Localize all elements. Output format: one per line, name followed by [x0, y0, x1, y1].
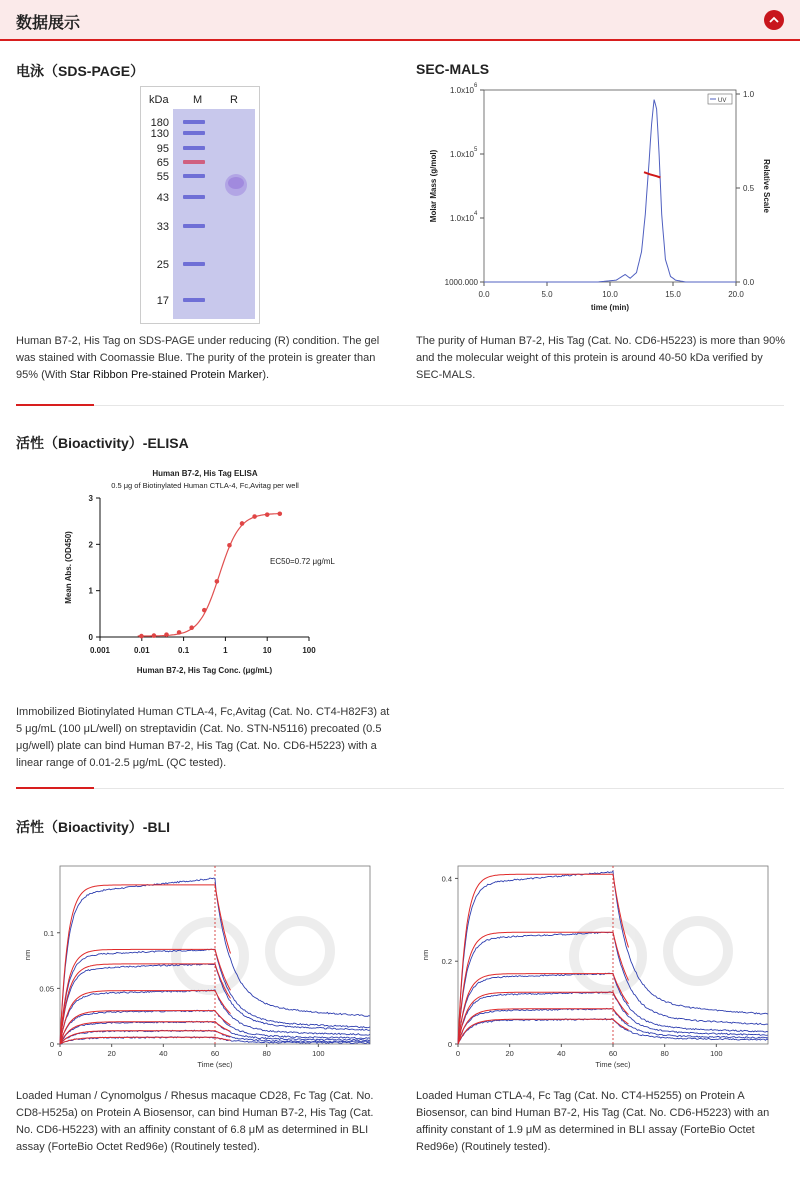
gel-marker-band [183, 160, 205, 164]
bli1-x-tick-label: 100 [312, 1049, 325, 1058]
gel-marker-band [183, 298, 205, 302]
secmals-y-tick-label: 1000.000 [444, 278, 478, 287]
secmals-plot-frame [484, 90, 736, 282]
bli2-fit-curve [458, 1019, 629, 1044]
bli1-x-tick-label: 80 [262, 1049, 271, 1058]
secmals-y-tick-exp: 6 [474, 83, 478, 89]
divider-1 [16, 405, 784, 406]
gel-marker-label: 55 [156, 171, 169, 183]
gel-marker-band [183, 120, 205, 124]
bli2-watermark [574, 921, 728, 990]
section-header [0, 0, 800, 41]
elisa-data-point [240, 521, 245, 526]
secmals-y-tick-label: 1.0x10 [449, 150, 474, 159]
bli1-x-label: Time (sec) [197, 1060, 233, 1069]
elisa-x-tick-label: 100 [302, 646, 316, 655]
gel-marker-label: 33 [156, 221, 169, 233]
elisa-x-tick-label: 10 [262, 646, 272, 655]
elisa-x-tick-label: 1 [223, 646, 228, 655]
elisa-ec50-annotation: EC50=0.72 μg/mL [270, 557, 335, 566]
bli-chart-ctla4 [416, 858, 774, 1080]
secmals-y-label: Molar Mass (g/mol) [429, 149, 438, 223]
bli1-y-tick-label: 0 [49, 1040, 54, 1049]
gel-marker-label: 17 [156, 295, 169, 307]
secmals-chart [416, 82, 786, 322]
elisa-x-label: Human B7-2, His Tag Conc. (μg/mL) [136, 666, 273, 675]
secmals-y2-tick-label: 1.0 [743, 90, 755, 99]
bli1-watermark-ring [270, 921, 330, 981]
secmals-y-tick-label: 1.0x10 [449, 214, 474, 223]
elisa-data-point [215, 579, 220, 584]
secmals-x-tick-label: 5.0 [541, 290, 553, 299]
bli-title: 活性（Bioactivity）-BLI [16, 819, 171, 835]
bli2-x-tick-label: 80 [660, 1049, 669, 1058]
secmals-description: The purity of Human B7-2, His Tag (Cat. No. CD6-H5223) is more than 90% and the molecular weight of this protein is around 40-50 kDa verified by SEC-MALS. [416, 335, 786, 381]
gel-marker-band [183, 146, 205, 150]
bli1-y-label: nm [23, 949, 32, 961]
bli-description-2: Loaded Human CTLA-4, Fc Tag (Cat. No. CT4-H5255) on Protein A Biosensor, can bind Human B7-2, His Tag (Cat. No. CD6-H5223) with an affinity constant of 1.9 μM as determined in BLI assay (ForteBio Octet Red96e) (Routinely tested). [416, 1090, 770, 1153]
secmals-title: SEC-MALS [416, 61, 490, 77]
bli1-x-tick-label: 40 [159, 1049, 168, 1058]
elisa-data-point [164, 632, 169, 637]
secmals-y2-tick-label: 0.5 [743, 184, 755, 193]
elisa-fit-curve [138, 514, 282, 636]
secmals-legend-label: UV [718, 98, 727, 104]
bli2-fit-curve [458, 874, 629, 1044]
gel-marker-label: 95 [156, 143, 169, 155]
gel-body [173, 109, 255, 319]
bli1-fit-curve [60, 991, 231, 1044]
bli2-y-tick-label: 0.4 [441, 874, 452, 884]
secmals-y-tick-exp: 4 [474, 211, 478, 217]
secmals-y2-label: Relative Scale [762, 159, 771, 213]
elisa-data-point [202, 608, 207, 613]
secmals-uv-trace [484, 100, 736, 282]
bli2-x-label: Time (sec) [595, 1060, 631, 1069]
bli1-x-tick-label: 0 [57, 1049, 63, 1058]
elisa-data-point [152, 633, 157, 638]
bli1-x-tick-label: 60 [210, 1049, 220, 1058]
gel-marker-band [183, 262, 205, 266]
bli2-x-tick-label: 100 [710, 1049, 723, 1058]
bli2-fit-curve [458, 1009, 629, 1044]
elisa-data-point [265, 512, 270, 517]
elisa-x-tick-label: 0.001 [89, 646, 111, 655]
gel-col-kda: kDa [149, 94, 169, 106]
secmals-x-label: time (min) [590, 303, 630, 312]
elisa-y-tick-label: 3 [88, 494, 93, 503]
secmals-y-tick-label: 1.0x10 [449, 86, 474, 95]
secmals-x-tick-label: 10.0 [602, 290, 618, 299]
secmals-y2-tick-label: 0.0 [743, 278, 755, 287]
bli2-y-tick-label: 0 [447, 1040, 452, 1049]
bli1-y-tick-label: 0.05 [39, 984, 54, 994]
secmals-x-tick-label: 15.0 [665, 290, 681, 299]
bli1-x-tick-label: 20 [107, 1049, 116, 1058]
elisa-y-label: Mean Abs. (OD450) [64, 531, 73, 604]
gel-marker-label: 65 [156, 157, 169, 169]
bli1-watermark [176, 921, 330, 990]
bli-description-1: Loaded Human / Cynomolgus / Rhesus macaque CD28, Fc Tag (Cat. No. CD8-H525a) on Protein A Biosensor, can bind Human B7-2, His Tag (Cat. No. CD6-H5223) with an affinity constant of 6.8 μM as determined in BLI assay (ForteBio Octet Red96e) (Routinely tested). [16, 1090, 374, 1153]
secmals-x-tick-label: 0.0 [478, 290, 490, 299]
gel-marker-label: 25 [156, 259, 169, 271]
gel-marker-band [183, 131, 205, 135]
section-title: 数据展示 [16, 15, 81, 32]
gel-col-m: M [193, 94, 203, 106]
bli2-x-tick-label: 60 [608, 1049, 618, 1058]
elisa-x-tick-label: 0.01 [134, 646, 150, 655]
bli2-x-tick-label: 40 [557, 1049, 566, 1058]
gel-marker-label: 180 [150, 117, 169, 129]
sds-gel-image [140, 86, 260, 324]
gel-sample-band-core [228, 177, 244, 189]
elisa-data-point [277, 511, 282, 516]
elisa-y-tick-label: 0 [88, 633, 93, 642]
elisa-data-point [177, 630, 182, 635]
bli2-x-tick-label: 0 [455, 1049, 461, 1058]
bli1-watermark-ring [176, 922, 244, 990]
gel-marker-band [183, 174, 205, 178]
secmals-y-tick-exp: 5 [474, 147, 478, 153]
elisa-data-point [227, 543, 232, 548]
gel-marker-band [183, 195, 205, 199]
bli2-y-label: nm [421, 949, 430, 961]
secmals-x-tick-label: 20.0 [728, 290, 744, 299]
chevron-up-icon [769, 16, 779, 24]
elisa-x-tick-label: 0.1 [178, 646, 190, 655]
sds-description: Human B7-2, His Tag on SDS-PAGE under reducing (R) condition. The gel was stained with Coomassie Blue. The purity of the protein is greater than 95% (With Star Ribbon Pre-stained Protein Marker). [16, 335, 380, 381]
elisa-description: Immobilized Biotinylated Human CTLA-4, Fc,Avitag (Cat. No. CT4-H82F3) at 5 μg/mL (100 μL/well) on streptavidin (Cat. No. STN-N5116) precoated (0.5 μg/well) plate can bind Human B7-2, His Tag (Cat. No. CD6-H5223) with a linear range of 0.01-2.5 μg/mL (QC tested). [16, 706, 390, 769]
bli2-watermark-ring [668, 921, 728, 981]
gel-marker-label: 43 [156, 192, 169, 204]
elisa-chart-title: Human B7-2, His Tag ELISA [152, 469, 258, 478]
gel-marker-band [183, 224, 205, 228]
bli2-y-tick-label: 0.2 [441, 957, 452, 967]
elisa-y-tick-label: 2 [88, 540, 93, 550]
elisa-chart [60, 462, 360, 682]
elisa-chart-subtitle: 0.5 μg of Biotinylated Human CTLA-4, Fc,Avitag per well [111, 481, 299, 490]
elisa-data-point [139, 634, 144, 639]
marker-link[interactable]: Star Ribbon Pre-stained Protein Marker [69, 369, 263, 381]
elisa-title: 活性（Bioactivity）-ELISA [16, 435, 189, 451]
gel-marker-label: 130 [150, 128, 169, 140]
collapse-button[interactable] [764, 10, 784, 30]
elisa-data-point [189, 625, 194, 630]
divider-2 [16, 788, 784, 789]
elisa-y-tick-label: 1 [88, 586, 93, 596]
bli2-fit-curve [458, 992, 629, 1044]
bli1-y-tick-label: 0.1 [43, 928, 54, 938]
bli-chart-cd28 [18, 858, 376, 1080]
sds-title: 电泳（SDS-PAGE） [16, 63, 145, 79]
bli2-x-tick-label: 20 [505, 1049, 514, 1058]
gel-col-r: R [230, 94, 238, 106]
secmals-molar-mass-trace [644, 172, 660, 177]
elisa-data-point [252, 514, 257, 519]
